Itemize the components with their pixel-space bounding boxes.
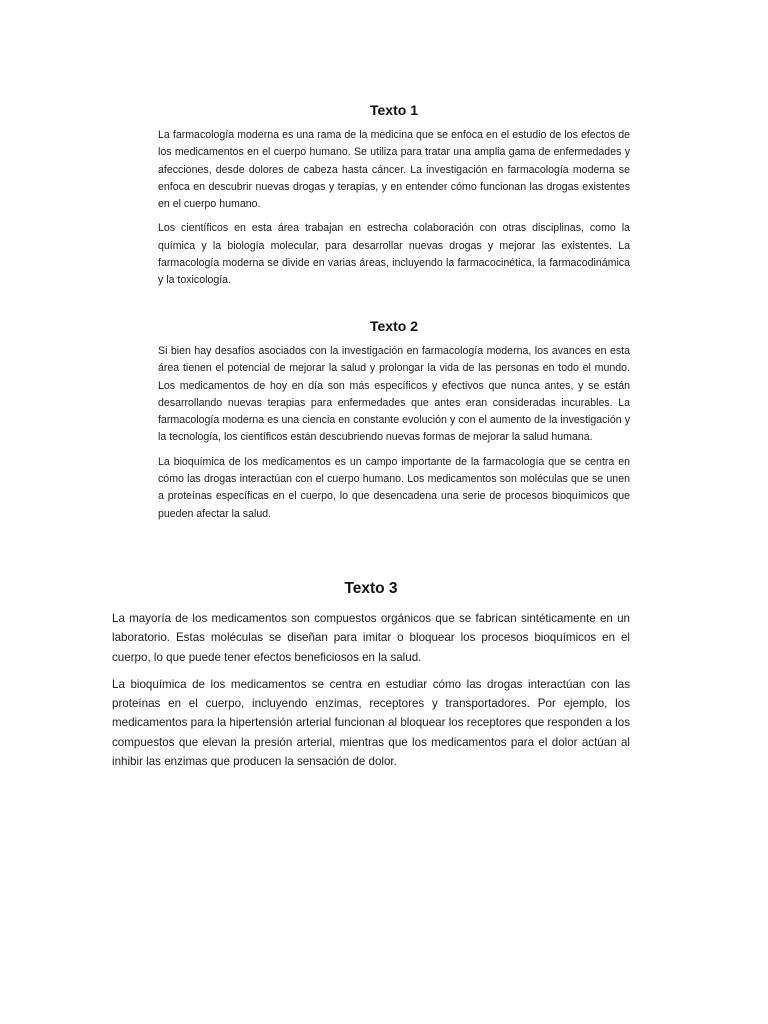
paragraph: La bioquímica de los medicamentos se centra en estudiar cómo las drogas interactúan con las proteínas en el cuerpo, incluyendo enzimas, receptores y transportadores. Por ejemplo, los medicamentos para la hipertensión arterial funcionan al bloquear los receptores que responden a los compuestos que elevan la presión arterial, mientras que los medicamentos para el dolor actúan al inhibir las enzimas que producen la sensación de dolor. [112,677,630,769]
paragraph: Si bien hay desafíos asociados con la investigación en farmacología moderna, los avances en esta área tienen el potencial de mejorar la salud y prolongar la vida de las personas en todo el mundo. Los medicamentos de hoy en día son más específicos y efectivos que nunca antes, y se están desarrollando nuevas terapias para enfermedades que antes eran consideradas incurables. La farmacología moderna es una ciencia en constante evolución y con el aumento de la investigación y la tecnología, los científicos están descubriendo nuevas formas de mejorar la salud humana. [158,345,630,444]
section-title: Texto 2 [370,318,418,334]
paragraph: La farmacología moderna es una rama de la medicina que se enfoca en el estudio de los efectos de los medicamentos en el cuerpo humano. Se utiliza para tratar una amplia gama de enfermedades y afecciones, desde dolores de cabeza hasta cáncer. La investigación en farmacología moderna se enfoca en descubrir nuevas drogas y terapias, y en entender cómo funcionan las drogas existentes en el cuerpo humano. [158,129,630,211]
section-title: Texto 1 [370,102,418,118]
paragraph: La mayoría de los medicamentos son compuestos orgánicos que se fabrican sintéticamente en un laboratorio. Estas moléculas se diseñan para imitar o bloquear los procesos bioquímicos en el cuerpo, lo que puede tener efectos beneficiosos en la salud. [112,612,630,664]
section-texto-3 [112,578,630,779]
paragraph: Los científicos en esta área trabajan en estrecha colaboración con otras disciplinas, como la química y la biología molecular, para desarrollar nuevas drogas y mejorar las existentes. La farmacología moderna se divide en varias áreas, incluyendo la farmacocinética, la farmacodinámica y la toxicología. [158,222,630,287]
section-title: Texto 3 [344,580,398,597]
section-texto-1 [158,100,630,297]
section-texto-2 [158,316,630,530]
paragraph: La bioquímica de los medicamentos es un campo importante de la farmacología que se centra en cómo las drogas interactúan con el cuerpo humano. Los medicamentos son moléculas que se unen a proteínas específicas en el cuerpo, lo que desencadena una serie de procesos bioquímicos que pueden afectar la salud. [158,455,630,520]
